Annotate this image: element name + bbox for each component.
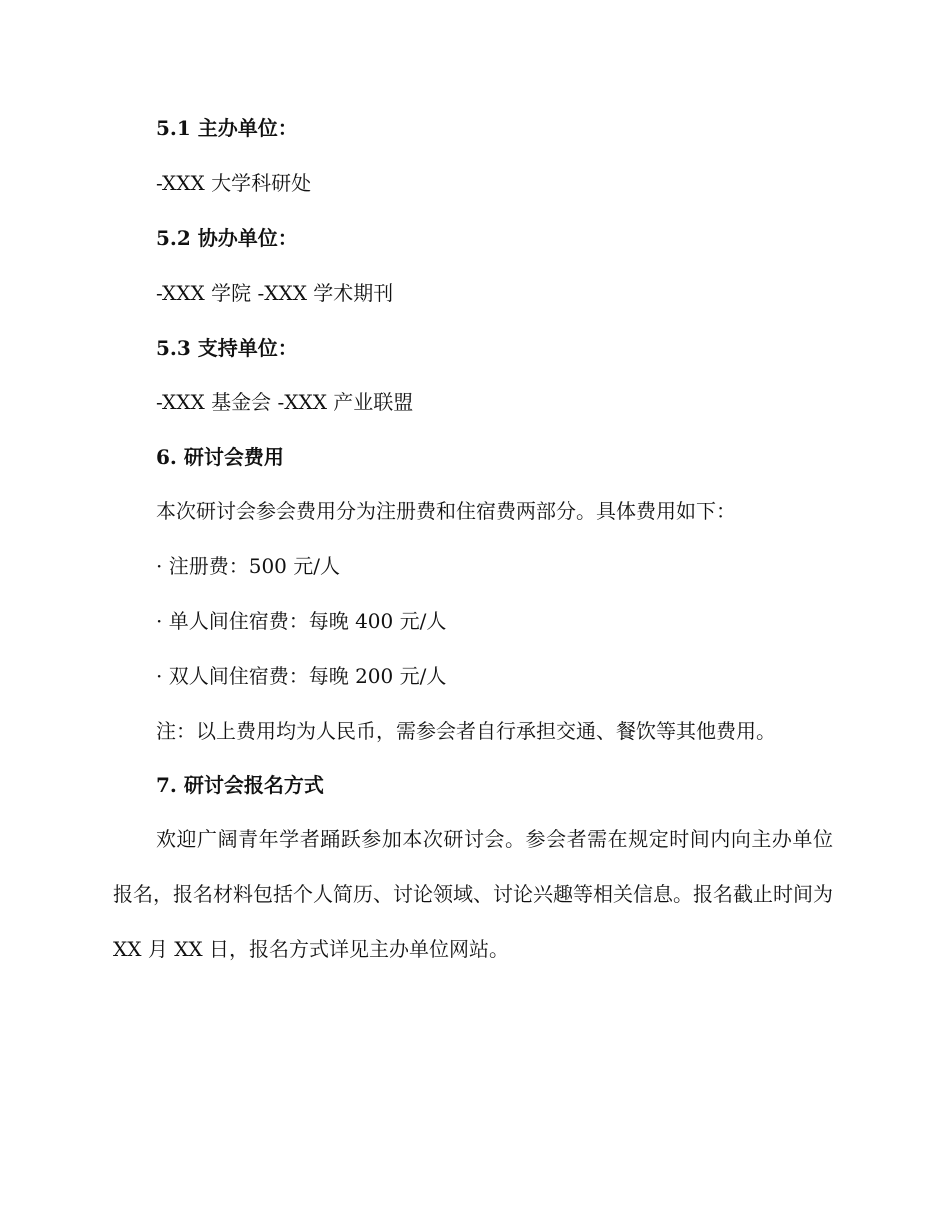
section-7-heading: 7. 研讨会报名方式 [156,773,324,797]
section-5-3-heading: 5.3 支持单位： [156,336,298,360]
section-5-1-heading: 5.1 主办单位： [156,116,298,140]
section-7-body: 欢迎广阔青年学者踊跃参加本次研讨会。参会者需在规定时间内向主办单位报名，报名材料包括个人简历、讨论领域、讨论兴趣等相关信息。报名截止时间为 XX 月 XX 日，报名方式详见主办单位网站。 [113,827,833,961]
section-5-2-heading: 5.2 协办单位： [156,226,298,250]
section-5-2-body: -XXX 学院 -XXX 学术期刊 [156,281,394,305]
fee-note: 注：以上费用均为人民币，需参会者自行承担交通、餐饮等其他费用。 [156,719,776,743]
section-6-heading: 6. 研讨会费用 [156,445,284,469]
fee-list-item: · 双人间住宿费：每晚 200 元/人 [156,664,447,688]
fee-list-item: · 注册费：500 元/人 [156,554,340,578]
section-6-intro: 本次研讨会参会费用分为注册费和住宿费两部分。具体费用如下： [156,499,736,523]
section-5-3-body: -XXX 基金会 -XXX 产业联盟 [156,390,414,414]
fee-list-item: · 单人间住宿费：每晚 400 元/人 [156,609,447,633]
section-5-1-body: -XXX 大学科研处 [156,171,312,195]
